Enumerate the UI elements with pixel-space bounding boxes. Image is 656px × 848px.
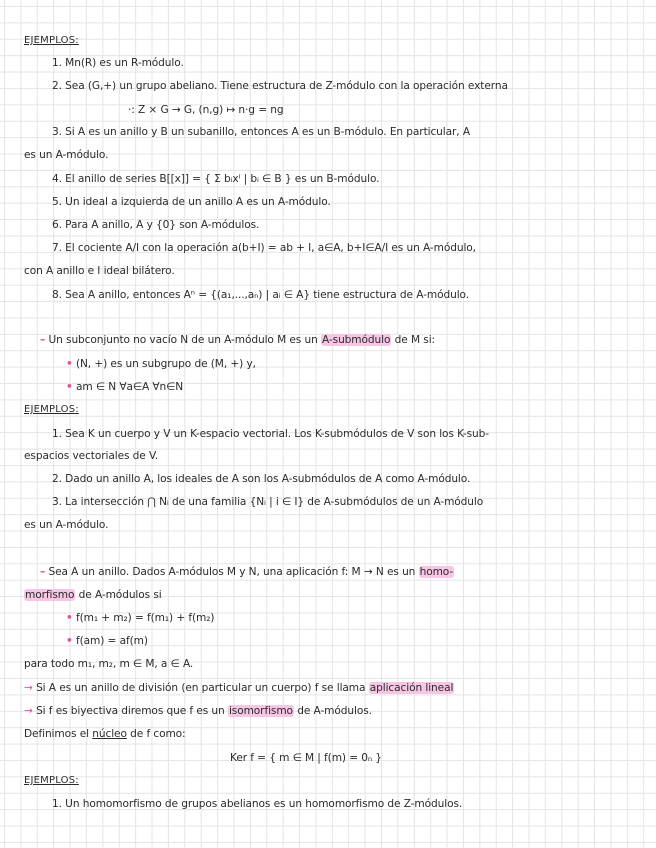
homomorphism-definition [40,565,638,579]
bullet-icon: • [66,635,73,647]
condition-text: (N, +) es un subgrupo de (M, +) y, [75,358,256,370]
example-item: 1. Sea K un cuerpo y V un K-espacio vectorial. Los K-submódulos de V son los K-sub- [52,428,489,440]
homomorphism-definition-cont [24,588,638,602]
kernel-text: de f como: [130,728,186,740]
example-item-cont: con A anillo e I ideal bilátero. [24,265,175,277]
example-item: 6. Para A anillo, A y {0} son A-módulos. [52,219,260,231]
definition-text: de A-módulos si [78,589,162,601]
condition-text: am ∈ N ∀a∈A ∀n∈N [75,381,184,393]
forall-text: para todo m₁, m₂, m ∈ M, a ∈ A. [24,658,194,670]
condition-item [66,380,638,394]
linear-map-term: aplicación lineal [369,682,454,694]
example-item: 5. Un ideal a izquierda de un anillo A es un A-módulo. [52,196,331,208]
examples-heading-2: EJEMPLOS: [24,404,79,415]
bullet-icon: • [66,612,73,624]
note-text: de A-módulos. [297,705,372,717]
example-item: 8. Sea A anillo, entonces Aⁿ = {(a₁,...,aₙ) | aᵢ ∈ A} tiene estructura de A-módulo. [52,289,470,301]
example-item: 7. El cociente A/I con la operación a(b+I) = ab + I, a∈A, b+I∈A/I es un A-módulo, [52,242,476,254]
note-linear-map [24,681,638,695]
note-text: Si f es biyectiva diremos que f es un [36,705,225,717]
isomorphism-term: isomorfismo [228,705,293,717]
note-text: Si A es un anillo de división (en particular un cuerpo) f se llama [36,682,366,694]
condition-text: f(m₁ + m₂) = f(m₁) + f(m₂) [75,612,215,624]
arrow-icon: → [24,682,33,694]
example-item: 2. Sea (G,+) un grupo abeliano. Tiene estructura de Z-módulo con la operación externa [52,80,508,92]
arrow-icon: → [24,705,33,717]
kernel-term: núcleo [92,728,127,740]
example-formula: ·: Z × G → G, (n,g) ↦ n·g = ng [128,104,284,116]
condition-item [66,611,638,625]
condition-item [66,634,638,648]
examples-heading-3: EJEMPLOS: [24,775,79,786]
submodule-definition [40,333,638,347]
example-item: 3. Si A es un anillo y B un subanillo, entonces A es un B-módulo. En particular, A [52,126,470,138]
example-item: 2. Dado un anillo A, los ideales de A son los A-submódulos de A como A-módulo. [52,473,471,485]
homomorphism-term: morfismo [25,589,75,601]
bullet-icon: • [66,358,73,370]
example-item-cont: es un A-módulo. [24,519,109,531]
condition-item [66,357,638,371]
kernel-formula: Ker f = { m ∈ M | f(m) = 0ₙ } [230,752,382,764]
condition-text: f(am) = af(m) [75,635,148,647]
example-item-cont: es un A-módulo. [24,149,109,161]
example-item-cont: espacios vectoriales de V. [24,450,159,462]
definition-text: de M si: [394,334,436,346]
kernel-text: Definimos el [24,728,89,740]
kernel-definition [24,727,638,741]
definition-text: Un subconjunto no vacío N de un A-módulo M es un [48,334,318,346]
homomorphism-term: homo- [419,566,454,578]
dash-bullet-icon: – [40,334,46,346]
example-item: 1. Un homomorfismo de grupos abelianos es un homomorfismo de Z-módulos. [52,798,463,810]
submodule-term: A-submódulo [322,334,391,346]
definition-text: Sea A un anillo. Dados A-módulos M y N, una aplicación f: M → N es un [48,566,416,578]
example-item: 1. Mn(R) es un R-módulo. [52,57,184,69]
example-item: 3. La intersección ⋂ Nᵢ de una familia {Nᵢ | i ∈ I} de A-submódulos de un A-módulo [52,496,484,508]
examples-heading-1: EJEMPLOS: [24,35,79,46]
bullet-icon: • [66,381,73,393]
example-item: 4. El anillo de series B[[x]] = { Σ bᵢxⁱ | bᵢ ∈ B } es un B-módulo. [52,173,380,185]
dash-bullet-icon: – [40,566,46,578]
note-isomorphism [24,704,638,718]
